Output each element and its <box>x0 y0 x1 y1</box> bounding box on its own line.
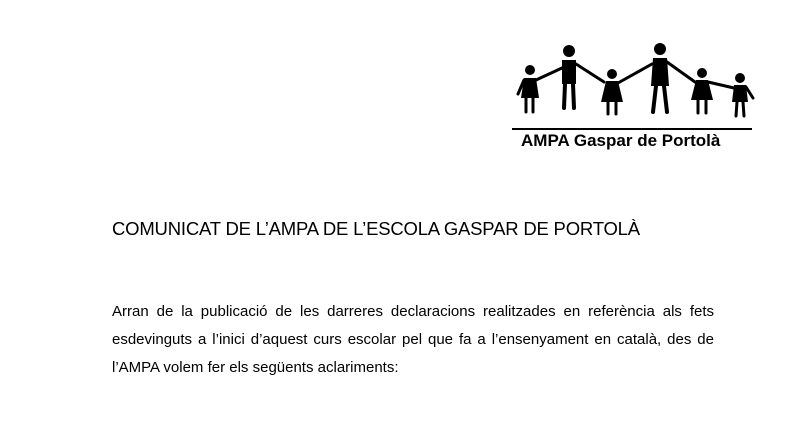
logo-name: AMPA Gaspar de Portolà <box>521 131 721 150</box>
paragraph-line: Arran de la publicació de les darreres declaracions realitzades en referència als fets <box>112 303 714 320</box>
ampa-logo <box>512 40 760 158</box>
paragraph-line: esdevinguts a l’inici d’aquest curs escolar pel que fa a l’ensenyament en català, des de <box>112 331 714 348</box>
intro-paragraph <box>112 298 714 382</box>
logo-underline <box>512 128 752 130</box>
document-title: COMUNICAT DE L’AMPA DE L’ESCOLA GASPAR DE PORTOLÀ <box>112 218 640 239</box>
children-holding-hands-icon <box>512 40 757 126</box>
paragraph-line: l’AMPA volem fer els següents aclariments: <box>112 359 399 376</box>
